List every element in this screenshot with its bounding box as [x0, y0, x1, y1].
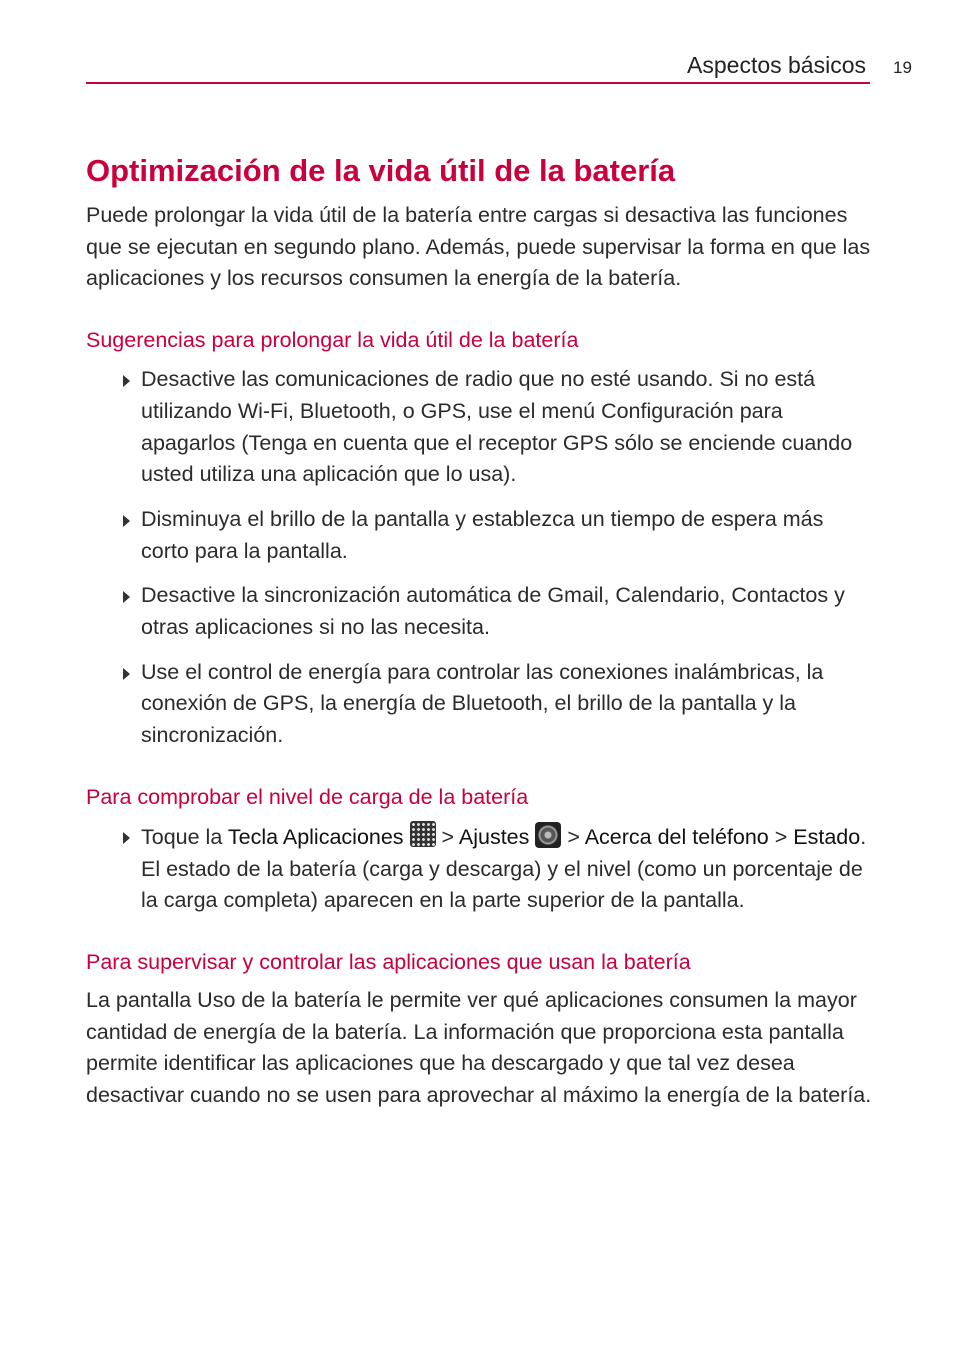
- section-heading-check-level: Para comprobar el nivel de carga de la batería: [86, 784, 529, 809]
- page-number: 19: [893, 58, 912, 77]
- step-prefix: Toque la: [141, 824, 228, 849]
- about-phone-label: Acerca del teléfono: [584, 824, 769, 849]
- step-separator: >: [561, 824, 585, 849]
- step-separator: >: [768, 824, 794, 849]
- list-item: [86, 657, 876, 752]
- tips-list: [86, 364, 876, 752]
- section-heading-tips: Sugerencias para prolongar la vida útil de la batería: [86, 328, 579, 353]
- status-label: Estado: [793, 824, 861, 849]
- list-item-text: Desactive la sincronización automática de Gmail, Calendario, Contactos y otras aplicaciones si no las necesita.: [141, 583, 845, 640]
- page-content: [86, 150, 876, 1112]
- list-item: [86, 821, 876, 917]
- apps-grid-icon: [410, 821, 436, 847]
- step-rest: . El estado de la batería (carga y descarga) y el nivel (como un porcentaje de la carga completa) aparecen en la parte superior de la pantalla.: [141, 824, 867, 913]
- bullet-arrow-icon: [123, 515, 130, 527]
- section-heading-monitor: Para supervisar y controlar las aplicaciones que usan la batería: [86, 949, 691, 974]
- page-header: [86, 50, 870, 84]
- bullet-arrow-icon: [123, 375, 130, 387]
- bullet-arrow-icon: [123, 832, 130, 844]
- list-item-text: Use el control de energía para controlar las conexiones inalámbricas, la conexión de GPS, la energía de Bluetooth, el brillo de la pantalla y la sincronización.: [141, 659, 824, 748]
- step-separator: >: [435, 824, 459, 849]
- apps-key-label: Tecla Aplicaciones: [227, 824, 404, 849]
- list-item-text: Disminuya el brillo de la pantalla y establezca un tiempo de espera más corto para la pantalla.: [141, 506, 824, 563]
- list-item: [86, 364, 876, 491]
- list-item-text: Desactive las comunicaciones de radio que no esté usando. Si no está utilizando Wi-Fi, Bluetooth, o GPS, use el menú Configuración para apagarlos (Tenga en cuenta que el receptor GPS sólo se enciende cuando usted utiliza una aplicación que lo usa).: [141, 367, 853, 487]
- intro-paragraph: Puede prolongar la vida útil de la batería entre cargas si desactiva las funciones que se ejecutan en segundo plano. Además, puede supervisar la forma en que las aplicaciones y los recursos consumen la energía de la batería.: [86, 203, 871, 291]
- settings-icon: [535, 822, 561, 848]
- section-name: Aspectos básicos: [687, 52, 866, 78]
- check-level-list: [86, 821, 876, 917]
- settings-label: Ajustes: [458, 824, 530, 849]
- page-title: Optimización de la vida útil de la batería: [86, 153, 676, 188]
- bullet-arrow-icon: [123, 591, 130, 603]
- list-item: [86, 580, 876, 643]
- monitor-paragraph: La pantalla Uso de la batería le permite ver qué aplicaciones consumen la mayor cantidad de energía de la batería. La información que proporciona esta pantalla permite identificar las aplicaciones que ha descargado y que tal vez desea desactivar cuando no se usen para aprovechar al máximo la energía de la batería.: [86, 987, 872, 1108]
- list-item: [86, 504, 876, 567]
- bullet-arrow-icon: [123, 668, 130, 680]
